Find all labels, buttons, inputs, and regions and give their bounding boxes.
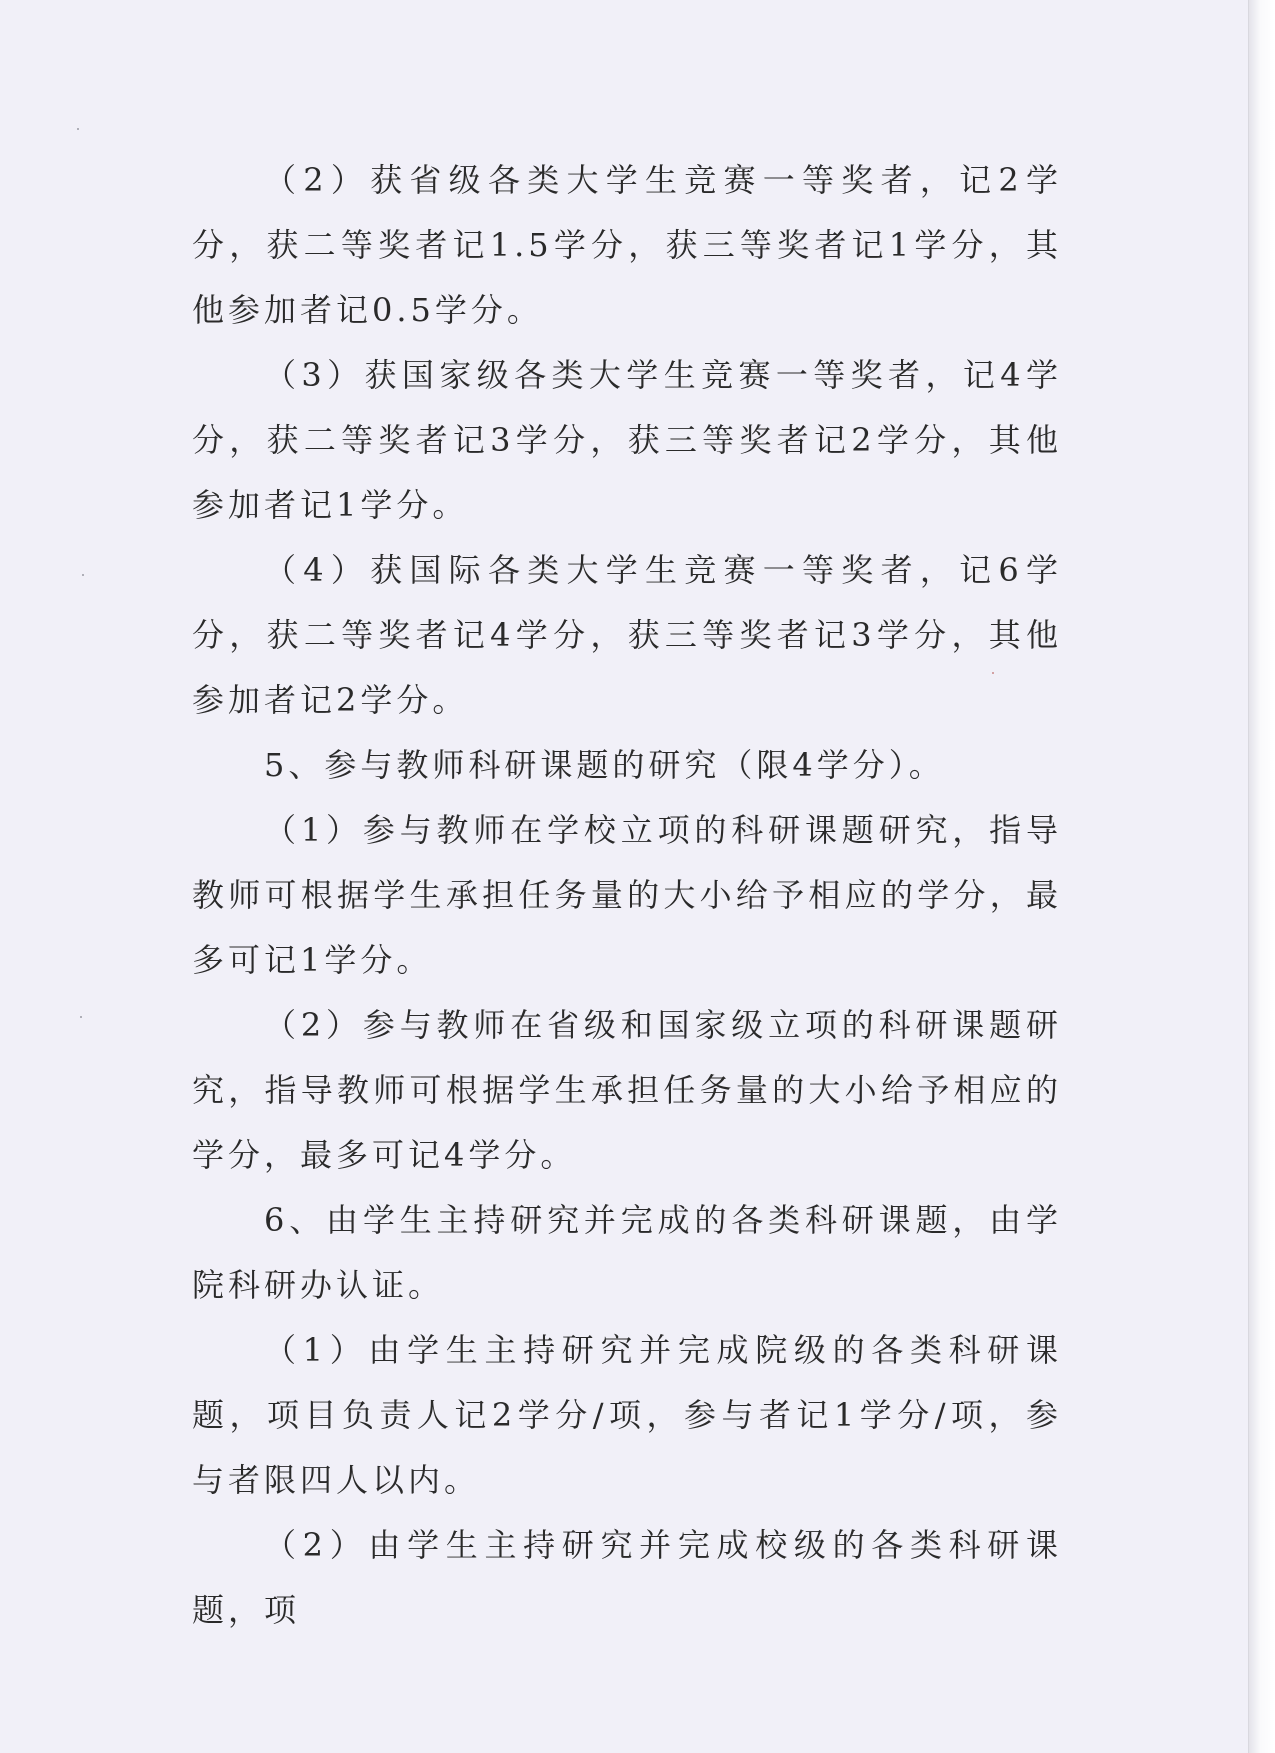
paragraph-provincial-awards: （2）获省级各类大学生竞赛一等奖者，记2学分，获二等奖者记1.5学分，获三等奖者记1学分，其他参加者记0.5学分。 — [192, 161, 1062, 329]
paragraph-school-level-projects: （2）由学生主持研究并完成校级的各类科研课题，项 — [192, 1526, 1062, 1629]
heading-student-led-research: 6、由学生主持研究并完成的各类科研课题，由学院科研办认证。 — [192, 1201, 1062, 1304]
heading-teacher-research: 5、参与教师科研课题的研究（限4学分）。 — [264, 746, 945, 784]
paragraph-international-awards: （4）获国际各类大学生竞赛一等奖者，记6学分，获二等奖者记4学分，获三等奖者记3学分，其他参加者记2学分。 — [192, 551, 1062, 719]
paragraph-college-level-projects: （1）由学生主持研究并完成院级的各类科研课题，项目负责人记2学分/项，参与者记1学分/项，参与者限四人以内。 — [192, 1331, 1062, 1499]
paragraph-national-awards: （3）获国家级各类大学生竞赛一等奖者，记4学分，获二等奖者记3学分，获三等奖者记2学分，其他参加者记1学分。 — [192, 356, 1062, 524]
scan-speck — [82, 574, 84, 576]
paragraph-provincial-national-projects: （2）参与教师在省级和国家级立项的科研课题研究，指导教师可根据学生承担任务量的大小给予相应的学分，最多可记4学分。 — [192, 1006, 1062, 1174]
document-body — [192, 148, 1062, 1643]
scan-speck — [80, 1016, 82, 1018]
scan-speck — [77, 128, 79, 130]
paragraph-school-projects: （1）参与教师在学校立项的科研课题研究，指导教师可根据学生承担任务量的大小给予相应的学分，最多可记1学分。 — [192, 811, 1062, 979]
page-edge-shadow — [1248, 0, 1275, 1753]
